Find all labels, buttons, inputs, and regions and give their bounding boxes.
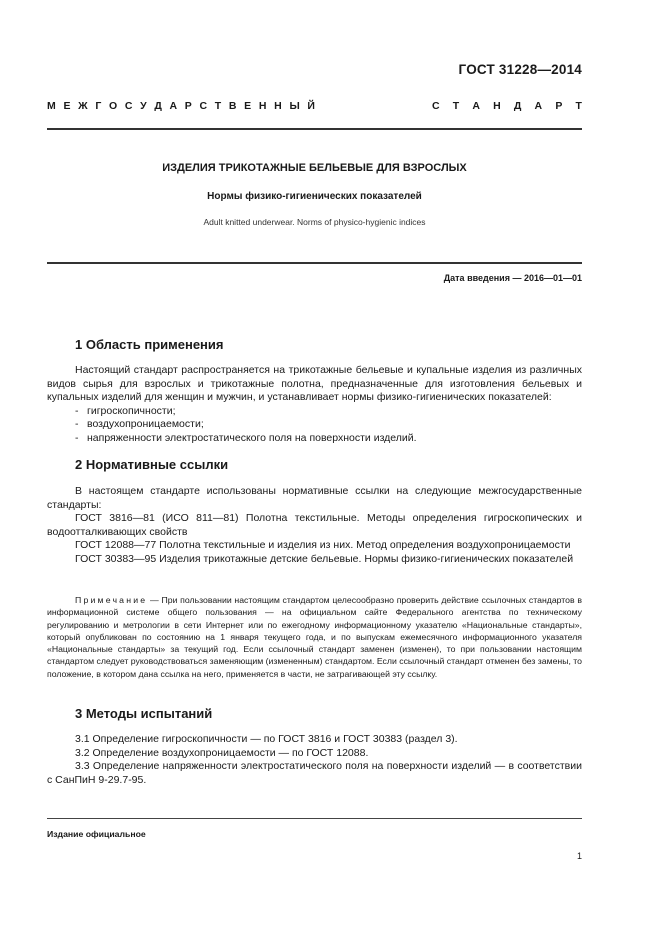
- method-item: 3.2 Определение воздухопроницаемости — по ГОСТ 12088.: [75, 746, 369, 759]
- banner-letter: С: [199, 100, 208, 112]
- banner-letter: С: [432, 100, 440, 112]
- footer-rule: [47, 818, 582, 819]
- section1-body: [47, 364, 582, 445]
- banner-letter: Т: [452, 100, 460, 112]
- section3-heading: 3 Методы испытаний: [75, 706, 213, 721]
- banner-letter: Н: [258, 100, 267, 112]
- banner-letter: Е: [63, 100, 71, 112]
- section1-heading: 1 Область применения: [75, 337, 224, 352]
- banner-word-interstate: [47, 100, 315, 112]
- banner-letter: А: [534, 100, 543, 112]
- official-edition-label: Издание официальное: [47, 829, 146, 839]
- gost-number: ГОСТ 31228—2014: [458, 62, 582, 77]
- banner-letter: С: [124, 100, 133, 112]
- banner-letter: Т: [214, 100, 222, 112]
- section2-heading: 2 Нормативные ссылки: [75, 457, 229, 472]
- section1-text: Настоящий стандарт распространяется на трикотажные бельевые и купальные изделия из различных видов сырья для взрослых и трикотажные полотна, предназначенные для изготовления бельевых и купальных изделий для женщин и мужчин, и устанавливает нормы физико-гигиенических показателей:: [47, 364, 582, 403]
- section2-note: [47, 594, 582, 680]
- top-rule: [47, 128, 582, 130]
- banner-letter: Т: [575, 100, 582, 112]
- banner-letter: О: [108, 100, 118, 112]
- banner-letter: Н: [493, 100, 501, 112]
- note-label: Примечание: [75, 595, 148, 605]
- note-text: — При пользовании настоящим стандартом целесообразно проверить действие ссылочных стандартов в информационной системе общего пользования — на официальном сайте Федерального агентства по техническому регулированию и метрологии в сети Интернет или по ежегодному информационному указателю «Национальные стандарты», который опубликован по состоянию на 1 января текущего года, и по выпускам ежемесячного информационного указателя «Национальные стандарты» за текущий год. Если ссылочный стандарт заменен (изменен), то при пользовании настоящим стандартом следует руководствоваться заменяющим (измененным) стандартом. Если ссылочный стандарт отменен без замены, то положение, в котором дана ссылка на него, применяется в части, не затрагивающей эту ссылку.: [47, 595, 582, 679]
- section2-body: [47, 485, 582, 566]
- page-number: 1: [576, 851, 582, 861]
- reference-item: ГОСТ 12088—77 Полотна текстильные и изделия из них. Метод определения воздухопроницаемости: [75, 539, 571, 551]
- banner-letter: Н: [274, 100, 282, 112]
- list-item: - воздухопроницаемости;: [75, 418, 204, 430]
- banner-word-standard: [432, 100, 582, 112]
- document-subtitle: Нормы физико-гигиенических показателей: [207, 191, 422, 202]
- banner-letter: В: [228, 100, 237, 112]
- banner-letter: Е: [244, 100, 252, 112]
- list-item: - гигроскопичности;: [75, 404, 176, 417]
- section2-intro: В настоящем стандарте использованы нормативные ссылки на следующие межгосударственные стандарты:: [47, 485, 582, 511]
- banner-letter: Р: [184, 100, 192, 112]
- banner-letter: Р: [555, 100, 563, 112]
- title-bottom-rule: [47, 262, 582, 264]
- method-item: 3.3 Определение напряженности электростатического поля на поверхности изделий — в соответствии с СанПиН 9-29.7-95.: [47, 760, 582, 786]
- banner-letter: Й: [307, 100, 315, 112]
- introduction-date: Дата введения — 2016—01—01: [443, 273, 582, 283]
- banner-letter: А: [169, 100, 178, 112]
- section3-body: [47, 733, 582, 787]
- banner-letter: А: [472, 100, 480, 112]
- reference-item: ГОСТ 30383—95 Изделия трикотажные детские бельевые. Нормы физико-гигиенических показателей: [75, 552, 574, 565]
- banner-letter: Д: [513, 100, 522, 112]
- banner-letter: У: [140, 100, 147, 112]
- banner-letter: Г: [95, 100, 102, 112]
- interstate-standard-banner: [47, 100, 582, 112]
- list-item: - напряженности электростатического поля на поверхности изделий.: [75, 431, 417, 444]
- banner-letter: Ы: [289, 100, 300, 112]
- document-title: ИЗДЕЛИЯ ТРИКОТАЖНЫЕ БЕЛЬЕВЫЕ ДЛЯ ВЗРОСЛЫХ: [162, 162, 467, 174]
- banner-letter: Ж: [78, 100, 88, 112]
- reference-item: ГОСТ 3816—81 (ИСО 811—81) Полотна текстильные. Методы определения гигроскопических и водоотталкивающих свойств: [47, 512, 582, 538]
- banner-letter: Д: [154, 100, 162, 112]
- banner-letter: М: [47, 100, 56, 112]
- english-title: Adult knitted underwear. Norms of physico-hygienic indices: [203, 217, 426, 227]
- method-item: 3.1 Определение гигроскопичности — по ГОСТ 3816 и ГОСТ 30383 (раздел 3).: [75, 733, 458, 745]
